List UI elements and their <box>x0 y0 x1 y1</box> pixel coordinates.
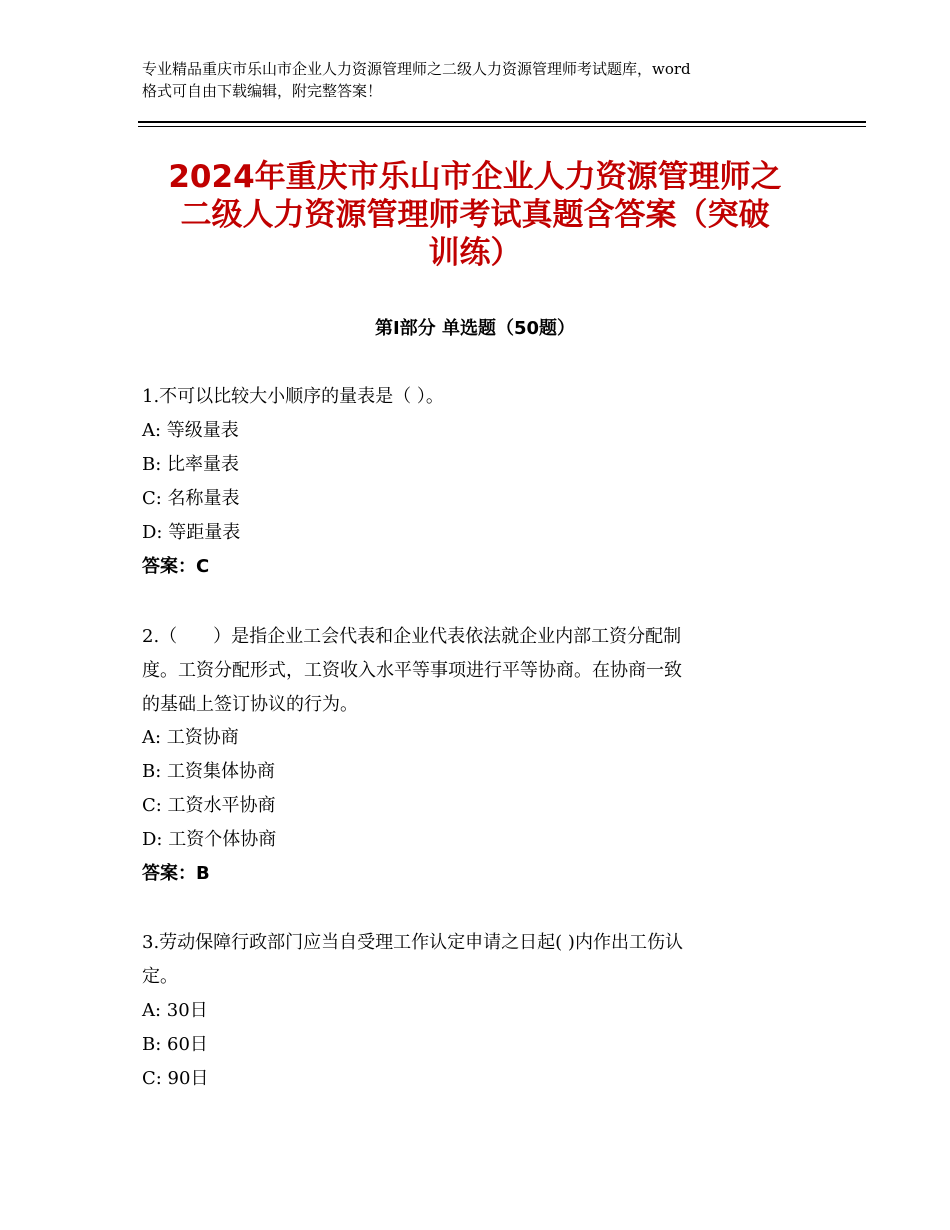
question-stem: 2.（ ）是指企业工会代表和企业代表依法就企业内部工资分配制 <box>142 626 682 647</box>
question-stem: 定。 <box>142 966 178 987</box>
question-option: A: 30日 <box>142 1000 208 1021</box>
header-note-line: 专业精品重庆市乐山市企业人力资源管理师之二级人力资源管理师考试题库，word <box>142 60 691 78</box>
question-option: B: 比率量表 <box>142 454 240 475</box>
question-stem: 的基础上签订协议的行为。 <box>142 694 358 715</box>
header-note <box>142 58 822 102</box>
question-stem: 3.劳动保障行政部门应当自受理工作认定申请之日起( )内作出工伤认 <box>142 932 683 953</box>
header-note-line: 格式可自由下载编辑，附完整答案！ <box>142 82 383 100</box>
question-option: C: 90日 <box>142 1068 209 1089</box>
document-title-line: 训练） <box>428 235 522 271</box>
question-answer: 答案：C <box>142 556 210 577</box>
question-option: B: 60日 <box>142 1034 208 1055</box>
document-title <box>120 158 830 272</box>
question-option: D: 工资个体协商 <box>142 829 277 850</box>
question-option: B: 工资集体协商 <box>142 761 276 782</box>
question-option: C: 工资水平协商 <box>142 795 276 816</box>
question-option: A: 等级量表 <box>142 420 239 441</box>
question-option: A: 工资协商 <box>142 727 239 748</box>
header-divider-thin <box>138 126 866 127</box>
header-divider <box>138 121 866 123</box>
question-answer: 答案：B <box>142 863 210 884</box>
document-title-line: 2024年重庆市乐山市企业人力资源管理师之 <box>168 159 782 195</box>
question-option: C: 名称量表 <box>142 488 240 509</box>
section-title: 第Ⅰ部分 单选题（50题） <box>374 318 575 339</box>
document-title-line: 二级人力资源管理师考试真题含答案（突破 <box>180 197 770 233</box>
question-option: D: 等距量表 <box>142 522 241 543</box>
question-stem: 1.不可以比较大小顺序的量表是（ ）。 <box>142 386 444 407</box>
question-stem: 度。工资分配形式，工资收入水平等事项进行平等协商。在协商一致 <box>142 660 682 681</box>
